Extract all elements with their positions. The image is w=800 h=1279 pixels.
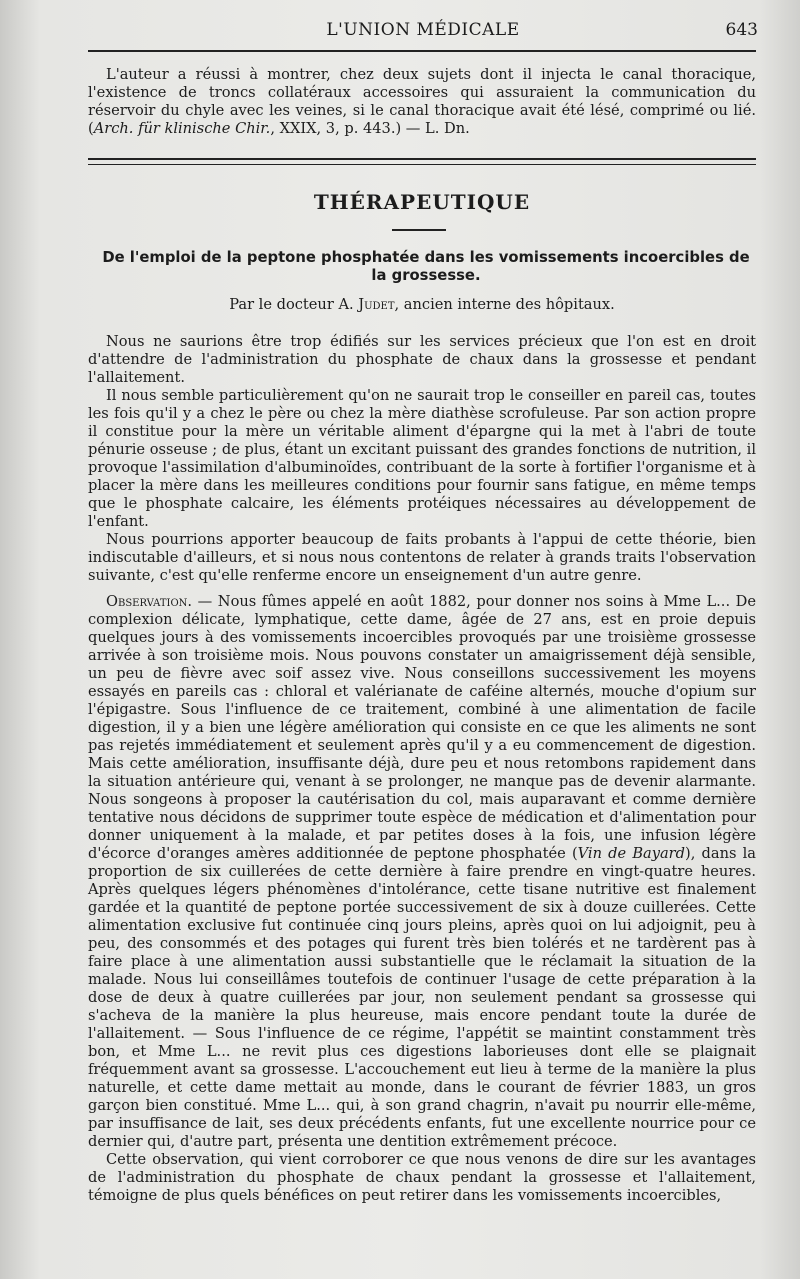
section-separator-bottom — [88, 164, 756, 165]
intro-reference: , XXIX, 3, p. 443.) — L. Dn. — [270, 120, 470, 137]
paragraph-3: Nous pourrions apporter beaucoup de faits probants à l'appui de cette théorie, bien indiscutable d'ailleurs, et si nous nous contentons de relater à grands traits l'observation suivante, c'est qu'elle renferme encore un enseignement d'un autre genre. — [88, 531, 756, 584]
article-body — [88, 333, 756, 585]
section-separator-top — [88, 158, 756, 160]
section-title: THÉRAPEUTIQUE — [313, 190, 531, 214]
intro-citation: Arch. für klinische Chir. — [93, 120, 271, 137]
observation-text: — Nous fûmes appelé en août 1882, pour donner nos soins à Mme L... De complexion délicate, lymphatique, cette dame, âgée de 27 ans, est en proie depuis quelques jours à des vomissements incoercibles provoqués par une troisième grossesse arrivée à son troisième mois. Nous pouvons constater un amaigrissement déjà sensible, un peu de fièvre avec soif assez vive. Nous conseillons successivement les moyens essayés en pareils cas : chloral et valérianate de caféine alternés, mouche d'opium sur l'épigastre. Sous l'influence de ce traitement, combiné à une alimentation de facile digestion, il y a bien une légère amélioration qui consiste en ce que les aliments ne sont pas rejetés immédiatement et seulement après qu'il y a eu commencement de digestion. Mais cette amélioration, insuffisante déjà, dure peu et nous retombons rapidement dans la situation antérieure qui, venant à se prolonger, ne manque pas de devenir alarmante. Nous songeons à proposer la cautérisation du col, mais auparavant et comme dernière tentative nous décidons de supprimer toute espèce de médication et d'alimentation pour donner uniquement à la malade, et par petites doses à la fois, une infusion légère d'écorce d'oranges amères additionnée de peptone phosphatée ( — [88, 593, 756, 862]
author-name: Judet — [358, 296, 395, 313]
observation-citation: Vin de Bayard — [577, 845, 686, 862]
paragraph-2: Il nous semble particulièrement qu'on ne saurait trop le conseiller en pareil cas, toutes les fois qu'il y a chez le père ou chez la mère diathèse scrofuleuse. Par son action propre il constitue pour la mère un véritable aliment d'épargne qui la met à l'abri de toute pénurie osseuse ; de plus, étant un excitant puissant des grandes fonctions de nutrition, il provoque l'assimilation d'albuminoïdes, contribuant de la sorte à fortifier l'organisme et à placer la mère dans les meilleures conditions pour fournir sans fatigue, en même temps que le phosphate calcaire, les éléments protéiques nécessaires au développement de l'enfant. — [88, 387, 756, 530]
byline-suffix: , ancien interne des hôpitaux. — [394, 296, 615, 313]
observation-block — [88, 593, 756, 1205]
byline-prefix: Par le docteur A. — [229, 296, 359, 313]
intro-paragraph — [88, 66, 756, 138]
closing-paragraph: Cette observation, qui vient corroborer ce que nous venons de dire sur les avantages de l'administration du phosphate de chaux pendant la grossesse et l'allaitement, témoigne de plus quels bénéfices on peut retirer dans les vomissements incoercibles, — [88, 1151, 756, 1204]
paragraph-1: Nous ne saurions être trop édifiés sur les services précieux que l'on est en droit d'attendre de l'administration du phosphate de chaux dans la grossesse et pendant l'allaitement. — [88, 333, 756, 386]
page-number: 643 — [725, 20, 758, 40]
page-header — [88, 20, 758, 46]
observation-text-continued: ), dans la proportion de six cuillerées de cette dernière à faire prendre en vingt-quatre heures. Après quelques légers phénomènes d'intolérance, cette tisane nutritive est finalement gardée et la quantité de peptone portée successivement de six à douze cuillerées. Cette alimentation exclusive fut continuée cinq jours pleins, après quoi on lui adjoignit, peu à peu, des consommés et des potages qui furent très bien tolérés et ne tardèrent pas à faire place à une alimentation aussi substantielle que le réclamait la situation de la malade. Nous lui conseillâmes toutefois de continuer l'usage de cette préparation à la dose de deux à quatre cuillerées par jour, non seulement pendant sa grossesse qui s'acheva de la manière la plus heureuse, mais encore pendant toute la durée de l'allaitement. — Sous l'influence de ce régime, l'appétit se maintint constamment très bon, et Mme L... ne revit plus ces digestions laborieuses dont elle se plaignait fréquemment avant sa grossesse. L'accouchement eut lieu à terme de la manière la plus naturelle, et cette dame mettait au monde, dans le courant de février 1883, un gros garçon bien constitué. Mme L... qui, à son grand chagrin, n'avait pu nourrir elle-même, par insuffisance de lait, ses deux précédents enfants, fut une excellente nourrice pour ce dernier qui, d'autre part, présenta une dentition extrêmement précoce. — [88, 845, 756, 1150]
article-title: De l'emploi de la peptone phosphatée dans les vomissements incoercibles de la grossesse. — [102, 249, 750, 284]
observation-label: Observation. — [106, 593, 193, 610]
header-rule — [88, 50, 756, 52]
section-title-underline — [392, 229, 446, 231]
intro-text: L'auteur a réussi à montrer, chez deux sujets dont il injecta le canal thoracique, l'existence de troncs collatéraux accessoires qui assuraient la communication du réservoir du chyle avec les veines, si le canal thoracique avait été lésé, comprimé ou lié. ( — [88, 66, 756, 137]
article-byline — [88, 296, 756, 313]
running-title: L'UNION MÉDICALE — [326, 20, 520, 40]
